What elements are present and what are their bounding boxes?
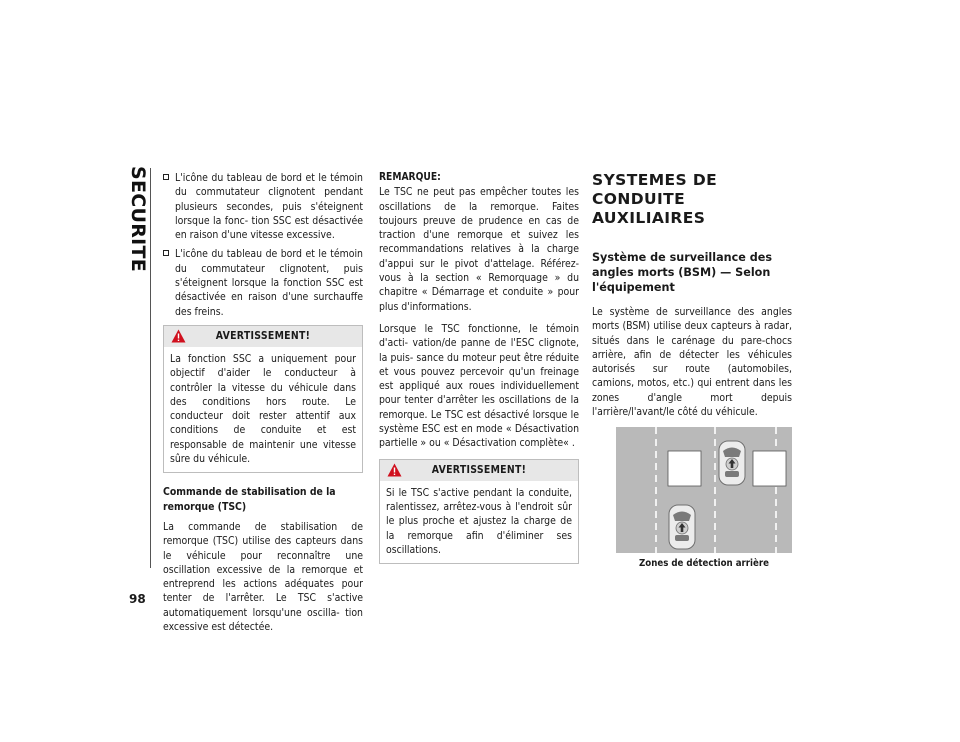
bullet-item: L'icône du tableau de bord et le témoin du commutateur clignotent, puis s'éteignent lorsque la fonction SSC est désactivée en raison d'une surchauffe des freins. bbox=[163, 247, 363, 318]
chapter-heading: SYSTEMES DE CONDUITE AUXILIAIRES bbox=[592, 171, 718, 227]
side-section-title: SECURITE bbox=[127, 166, 149, 273]
remark-label: REMARQUE: bbox=[379, 172, 441, 183]
warning-triangle-icon bbox=[387, 463, 402, 477]
figure-caption: Zones de détection arrière bbox=[639, 558, 769, 570]
warning-header bbox=[380, 460, 578, 481]
body-paragraph: La commande de stabilisation de remorque (TSC) utilise des capteurs dans le véhicule pour reconnaître une oscillation excessive de la remorque et entreprend les actions adéquates pour tenter de l'arrêter. Le TSC s'active automatiquement lorsqu'une oscilla- tion excessive est détectée. bbox=[163, 520, 363, 634]
blind-spot-diagram bbox=[616, 427, 792, 553]
page-number: 98 bbox=[129, 592, 146, 606]
warning-box bbox=[379, 459, 579, 564]
remark-text: Le TSC ne peut pas empêcher toutes les oscillations de la remorque. Faites toujours preuve de prudence en cas de traction d'une remorque et suivez les recommandations relatives à la charge d'appui sur le pivot d'attelage. Référez-vous à la section « Remorquage » du chapitre « Démarrage et conduite » pour plus d'informations. bbox=[379, 186, 579, 313]
bullet-item: L'icône du tableau de bord et le témoin du commutateur clignotent pendant plusieurs secondes, puis s'éteignent lorsque la fonc- tion SSC est désactivée en raison d'une vitesse excessive. bbox=[163, 171, 363, 242]
warning-text: La fonction SSC a uniquement pour objectif d'aider le conducteur à contrôler la vitesse du véhicule dans des conditions hors route. Le conducteur doit rester attentif aux conditions de conduite et est responsable de maintenir une vitesse sûre du véhicule. bbox=[170, 352, 356, 466]
warning-title: AVERTISSEMENT! bbox=[431, 463, 527, 476]
trailing-car-icon bbox=[669, 505, 695, 549]
body-paragraph: Lorsque le TSC fonctionne, le témoin d'acti- vation/de panne de l'ESC clignote, la puis- sance du moteur peut être réduite et vous pouvez percevoir qu'un freinage est appliqué aux roues individuellement pour tenter d'arrêter les oscillations de la remorque. Le TSC est désactivé lorsque le système ESC est en mode « Désactivation partielle » ou « Désactivation complète« . bbox=[379, 322, 579, 450]
warning-header bbox=[164, 326, 362, 347]
warning-box bbox=[163, 325, 363, 473]
column-2 bbox=[379, 171, 579, 576]
warning-triangle-icon bbox=[171, 329, 186, 343]
warning-text: Si le TSC s'active pendant la conduite, ralentissez, arrêtez-vous à l'endroit sûr le plus proche et ajustez la charge de la remorque afin d'éliminer ses oscillations. bbox=[386, 486, 572, 556]
body-paragraph: Le système de surveillance des angles morts (BSM) utilise deux capteurs à radar, situés dans le carénage du pare-chocs arrière, afin de détecter les véhicules autorisés sur route (automobiles, camions, motos, etc.) qui entrent dans les zones d'angle mort depuis l'arrière/l'avant/le côté du véhicule. bbox=[592, 306, 792, 419]
checkbox-bullet-icon bbox=[163, 174, 169, 180]
host-car-icon bbox=[719, 441, 745, 485]
checkbox-bullet-icon bbox=[163, 250, 169, 256]
section-title: Commande de stabilisation de la remorque (TSC) bbox=[163, 486, 336, 513]
side-rule bbox=[150, 168, 151, 568]
section-subheading: Système de surveillance des angles morts (BSM) — Selon l'équipement bbox=[592, 251, 772, 294]
blind-spot-figure bbox=[616, 427, 792, 571]
column-1 bbox=[163, 171, 363, 642]
right-detection-zone bbox=[753, 451, 786, 486]
column-3 bbox=[592, 171, 792, 572]
warning-title: AVERTISSEMENT! bbox=[215, 329, 311, 342]
road-surface bbox=[616, 427, 792, 553]
left-detection-zone bbox=[668, 451, 701, 486]
